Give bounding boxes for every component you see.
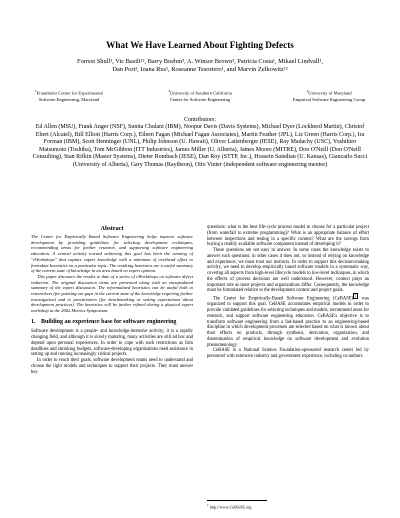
cebase-text: The Center for Empirically-Based Software Engineering (CeBASE) xyxy=(213,296,354,302)
body-paragraph xyxy=(207,294,369,348)
body-paragraph: In order to reach their goals, software development teams need to understand and choose the right models and techniques to support their projects. They must answer key xyxy=(31,358,193,375)
affiliation-fraunhofer xyxy=(14,88,124,103)
footnote-link[interactable]: http://www.CeBASE.org xyxy=(209,504,252,510)
body-paragraph: questions: what is the best life-cycle process model to choose for a particular project (from waterfall to extreme programming)? What is an appropriate balance of effort between inspections and testing in a specific context? What are the savings from buying a readily available software component instead of developing it? xyxy=(207,225,369,248)
abstract-paragraph: The Center for Empirically Based Software Engineering helps improve software development by providing guidelines for selecting development techniques, recommending areas for further research, and supporting software engineering education. A central activity toward achieving this goal has been the running of "eWorkshops" that capture expert knowledge with a minimum of overhead effort to formulate heuristics on a particular topic. The resulting heuristics are a useful summary of the current state of knowledge in an area based on expert opinion. xyxy=(31,234,193,274)
section-title: Building an experience base for software engineering xyxy=(41,318,177,325)
body-paragraph: These questions are not easy to answer. In some cases the knowledge exists to answer such questions; in other cases it does not, so instead of relying on knowledge and experience, we must trust our instincts. In order to support this decision-making activity, we need to develop empirically based software models in a systematic way, covering all aspects from high-level lifecycle models to low-level techniques, in which the effects of process decisions are well understood. However, context plays an important role as most projects and organizations differ. Consequently, the knowledge must be formulated relative to the development context and project goals. xyxy=(207,248,369,294)
affiliation-line: Empirical Software Engineering Group xyxy=(292,96,366,102)
paper-title: What We Have Learned About Fighting Defects xyxy=(106,40,294,50)
affiliation-line: Fraunhofer Center for Experimental xyxy=(36,90,103,96)
section-heading xyxy=(31,319,193,326)
body-paragraph: CeBASE is a National Science Foundation-sponsored research center led by personnel with extensive industry and government experience, including co-authors xyxy=(207,348,369,360)
footnote xyxy=(207,503,252,509)
footnote-divider xyxy=(207,500,267,501)
author-line-2: Dan Port³, Ioana Rus¹, Roseanne Tesoriero¹, and Marvin Zelkowitz¹² xyxy=(112,66,288,74)
right-column xyxy=(207,225,369,360)
section-number: 1. xyxy=(31,318,36,325)
affiliation-usc xyxy=(145,88,255,103)
affiliation-line: Center for Software Engineering xyxy=(169,96,231,102)
abstract-heading: Abstract xyxy=(100,225,124,232)
cebase-text: was organized to support this goal. CeBASE accumulates empirical models in order to provide validated guidelines for selecting techniques and models, recommend areas for research, and support software engineering education. CeBASE's objective is to transform software engineering from a fad-based practice to an engineering-based discipline in which development processes are selected based on what is known about their effects on products, through synthesis, derivation, organization, and dissemination of empirical knowledge on software development and evolution phenomenology. xyxy=(207,296,369,348)
contributors-heading: Contributors: xyxy=(183,117,216,123)
affiliation-umd xyxy=(270,88,388,103)
affiliation-mark: 3 xyxy=(168,89,170,93)
affiliation-line: University of Maryland xyxy=(308,90,352,96)
affiliation-line: University of Southern California xyxy=(169,90,232,96)
affiliation-line: Software Engineering, Maryland xyxy=(38,96,100,102)
affiliation-mark: 1 xyxy=(35,89,37,93)
footnote-mark: 1 xyxy=(207,503,209,507)
body-paragraph: Software development is a people- and knowledge-intensive activity; it is a rapidly changing field, and although it is slowly maturing, many activities are still ad hoc and depend upon personal experiences. In order to cope with such restrictions as firm deadlines and shrinking budgets, software-developing organizations need assistance in setting up and running increasingly critical projects. xyxy=(31,329,193,358)
left-column xyxy=(31,225,193,375)
author-line-1: Forrest Shull¹, Vic Basili¹², Barry Boehm³, A. Winsor Brown³, Patricia Costa¹, Mikael Lindvall¹, xyxy=(77,58,323,65)
contributors-list: Ed Allen (MSU), Frank Anger (NSF), Sunita Chulani (IBM), Noopur Davis (Davis Systems), Michael Dyer (Lockheed Martin), Christof Ebert (Alcatel), Bill Elliott (Harris Corp.), Eileen Fagan (Michael Fagan Associates), Martin Feather (JPL), Liz Green (Harris Corp.), Ira Forman (IBM), Scott Henninger (UNL), Philip Johnson (U. Hawaii), Oliver Laitenberger (IESE), Ray Madachy (USC), Yoshihiro Matsumoto (Toshiba), Tom McGibbon (ITT Industries), James Miller (U. Alberta), James Moore (MITRE), Don O'Neill (Don O'Neill Consulting), Stan Rifkin (Master Systems), Dieter Rombach (IESE), Dan Roy (STTP, Inc.), Hossein Saiedian (U. Kansas), Giancarlo Succi (University of Alberta), Gary Thomas (Raytheon), Otto Vinter (independent software engineering mentor) xyxy=(32,124,368,168)
affiliation-mark: 2 xyxy=(306,89,309,93)
author-list xyxy=(8,58,392,74)
abstract-paragraph: This paper discusses the results to date of a series of eWorkshops on software defect reduction. The original discussion items are presented along with an encapsulated summary of the expert discussion. The reformulated heuristics can be useful both to researchers (for pointing out gaps in the current state of the knowledge requiring further investigation) and to practitioners (for benchmarking or setting expectations about development practices). The heuristics will be further refined during a physical expert workshop at the 2002 Metrics Symposium. xyxy=(31,273,193,314)
footnote-reference[interactable]: 1 xyxy=(354,294,357,298)
